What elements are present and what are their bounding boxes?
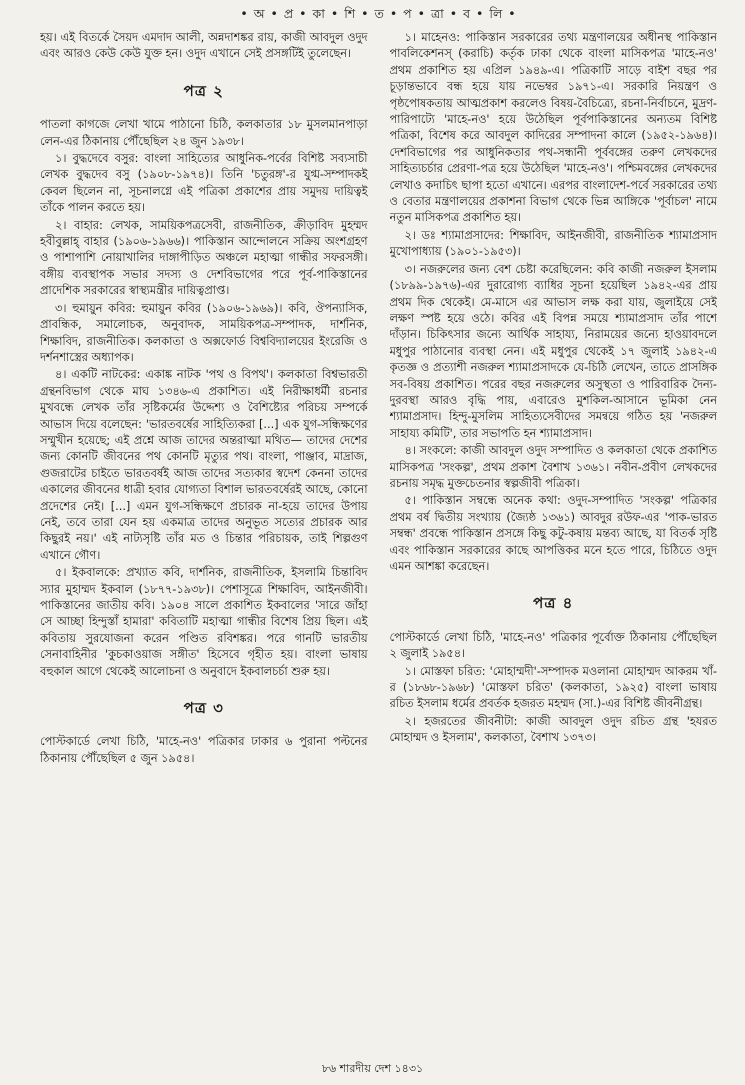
note-4: ৪। সংকলে: কাজী আবদুল ওদুদ সম্পাদিত ও কলকাতা থেকে প্রকাশিত মাসিকপত্র 'সংকল্প', প্রথম প্রকাশ বৈশাখ ১৩৬১। নবীন-প্রবীণ লেখকদের রচনায় সমৃদ্ধ মুক্তচেতনার স্বল্পজীবী পত্রিকা।: [389, 444, 717, 490]
letter-intro: পোস্টকার্ডে লেখা চিঠি, 'মাহে-নও' পত্রিকার ঢাকার ৬ পুরানা পল্টনের ঠিকানায় পৌঁছেছিল ৫ জুন ১৯৫৪।: [40, 735, 368, 765]
section-heading-letter-4: পত্র ৪: [533, 594, 574, 613]
note-3: ৩। নজরুলের জন্য বেশ চেষ্টা করেছিলেন: কবি কাজী নজরুল ইসলাম (১৮৯৯-১৯৭৬)-এর দুরারোগ্য ব্যাধির সূচনা হয়েছিল ১৯৪২-এর প্রায় প্রথম দিক থেকেই। মে-মাসে এর আভাস লক্ষ করা যায়, জুলাইয়ে সেই লক্ষণ স্পষ্ট হয়ে ওঠে। কবির এই বিপন্ন সময়ে শ্যামাপ্রসাদ তাঁর পাশে দাঁড়ান। চিকিৎসার জন্যে আর্থিক সাহায্য, নিরাময়ের জন্যে হাওয়াবদলে মধুপুর পাঠানোর ব্যবস্থা নেন। এই মধুপুর থেকেই ১৭ জুলাই ১৯৪২-এ কৃতজ্ঞ ও প্রত্যাশী নজরুল শ্যামাপ্রসাদকে যে-চিঠি লেখেন, তাতে প্রাসঙ্গিক সব-বিষয় প্রকাশিত। পরের বছর নজরুলের অসুস্থতা ও পারিবারিক দৈন্য-দুরবস্থা আরও বৃদ্ধি পায়, এবারেও মুশকিল-আসানে ভূমিকা নেন শ্যামাপ্রসাদ। হিন্দু-মুসলিম সাহিত্যসেবীদের সমন্বয়ে গঠিত হয় 'নজরুল সাহায্য কমিটি', তার সভাপতি হন শ্যামাপ্রসাদ।: [389, 262, 717, 440]
note-5: ৫। পাকিস্তান সম্বন্ধে অনেক কথা: ওদুদ-সম্পাদিত 'সংকল্প' পত্রিকার প্রথম বর্ষ দ্বিতীয় সংখ্যায় (জ্যৈষ্ঠ ১৩৬১) আবদুর রউফ-এর 'পাক-ভারত সম্বন্ধ' প্রবন্ধে পাকিস্তান প্রসঙ্গে কিছু কটু-কষায় মন্তব্য আছে, যা বিতর্ক সৃষ্টি এবং পাকিস্তান সরকারের কাছে আপত্তিকর মনে হতে পারে, চিঠিতে ওদুদ এমন আশঙ্কা করেছেন।: [389, 494, 717, 573]
letter-intro: পাতলা কাগজে লেখা খামে পাঠানো চিঠি, কলকাতার ১৮ মুসলমানপাড়া লেন-এর ঠিকানায় পৌঁছেছিল ২৪ জুন ১৯৩৮।: [40, 118, 368, 148]
running-header: • অ • প্র • কা • শি • ত • প • ত্রা • ব • লি •: [240, 6, 517, 21]
note-2: ২। ডঃ শ্যামাপ্রসাদের: শিক্ষাবিদ, আইনজীবী, রাজনীতিক শ্যামাপ্রসাদ মুখোপাধ্যায় (১৯০১-১৯৫৩)।: [389, 228, 717, 259]
note-4: ৪। একটি নাটকের: একাঙ্ক নাটক 'পথ ও বিপথ'। কলকাতা বিশ্বভারতী গ্রন্থনবিভাগ থেকে মাঘ ১৩৪৬-এ প্রকাশিত। এই নিরীক্ষাধর্মী রচনার মুখবন্ধে লেখক তাঁর সৃষ্টিকর্মের উদ্দেশ্য ও বৈশিষ্ট্যের পরিচয় সম্পর্কে আভাস দিয়ে বলেছেন: 'ভারতবর্ষের সাহিত্যিকরা [...] এক যুগ-সন্ধিক্ষণের সম্মুখীন হয়েছে; এই প্রশ্নে আজ তাদের অন্তরাত্মা মথিত— তাদের দেশের জন্য কোনটি জীবনের পথ কোনটি মৃত্যুর পথ। বাংলা, পাঞ্জাব, মাদ্রাজ, গুজরাটের চাইতে ভারতবর্ষই আজ তাদের সত্যকার স্বদেশ কেননা তাদের একালের জীবনের ধাত্রী হবার যোগ্যতা বিশাল ভারতবর্ষেরই আছে, কোনো প্রদেশের নেই। [...] এমন যুগ-সন্ধিক্ষণে প্রচারক না-হয়ে তাদের উপায় নেই, তবে তারা যেন হয় একমাত্র তাদের অনুভূত সত্যের প্রচারক আর কিছুরই নয়।' এই নাট্যসৃষ্টি তাঁর মত ও চিন্তার পরিচায়ক, তাই শিল্পগুণ এখানে গৌণ।: [40, 368, 368, 562]
note-1: ১। বুদ্ধদেবে বসুর: বাংলা সাহিত্যের আধুনিক-পর্বের বিশিষ্ট সব্যসাচী লেখক বুদ্ধদেব বসু (১৯০৮-১৯৭৪)। তিনি 'চতুরঙ্গ'-র যুগ্ম-সম্পাদকই কেবল ছিলেন না, সূচনালগ্নে এই পত্রিকা প্রকাশের প্রায় সমুদয় দায়িত্বই তাঁকে পালন করতে হয়।: [40, 152, 368, 215]
left-column: [40, 30, 368, 1055]
letter-intro: পোস্টকার্ডে লেখা চিঠি, 'মাহে-নও' পত্রিকার পূর্বোক্ত ঠিকানায় পৌঁছেছিল ২ জুলাই ১৯৫৪।: [389, 630, 717, 661]
note-1: ১। মোস্তফা চরিত: 'মোহাম্মদী'-সম্পাদক মওলানা মোহাম্মদ আকরম খাঁ-র (১৮৬৮-১৯৬৮) 'মোস্তফা চরিত' (কলকাতা, ১৯২৫) বাংলা ভাষায় রচিত ইসলাম ধর্মের প্রবর্তক হজরত মহম্মদ (সা.)-এর বিশিষ্ট জীবনীগ্রন্থ।: [389, 664, 717, 711]
note-1: ১। মাহেনও: পাকিস্তান সরকারের তথ্য মন্ত্রণালয়ের অধীনস্থ পাকিস্তান পাবলিকেশনস্‌ (করাচি) কর্তৃক ঢাকা থেকে বাংলা মাসিকপত্র 'মাহে-নও' প্রথম প্রকাশিত হয় এপ্রিল ১৯৪৯-এ। পত্রিকাটি সাড়ে বাইশ বছর পর চূড়ান্তভাবে বন্ধ হয়ে যায় নভেম্বর ১৯৭১-এ। সরকারি নিয়ন্ত্রণ ও পৃষ্ঠপোষকতায় আত্মপ্রকাশ করলেও বিষয়-বৈচিত্র্যে, রচনা-নির্বাচনে, মুদ্রণ-পারিপাট্যে 'মাহে-নও' হয়ে উঠেছিল পূর্বপাকিস্তানের অন্যতম বিশিষ্ট পত্রিকা, বিশেষ করে আবদুল কাদিরের সম্পাদনা কালে (১৯৫২-১৯৬৪)। দেশবিভাগের পর আধুনিকতার পথ-সন্ধানী পূর্ববঙ্গের তরুণ লেখকদের সাহিত্যচর্চার প্রেরণা-পত্র হয়ে উঠেছিল 'মাহে-নও'। পশ্চিমবঙ্গের লেখকদের লেখাও কদাচিৎ ছাপা হতো এখানে। এরপর বাংলাদেশ-পর্বে সরকারের তথ্য ও বেতার মন্ত্রণালয়ের প্রকাশনা বিভাগ থেকে ভিন্ন আঙ্গিকে 'পূর্বাচল' নামে নতুন মাসিকপত্র প্রকাশিত হয়।: [389, 31, 717, 225]
note-2: ২। হজরতের জীবনীটা: কাজী আবদুল ওদুদ রচিত গ্রন্থ 'হযরত মোহাম্মদ ও ইসলাম', কলকাতা, বৈশাখ ১৩৭৩।: [389, 714, 717, 745]
page-footer: ৮৬ শারদীয় দেশ ১৪৩১: [321, 1062, 424, 1075]
note-3: ৩। হুমায়ুন কবির: হুমায়ুন কবির (১৯০৬-১৯৬৯)। কবি, ঔপন্যাসিক, প্রাবন্ধিক, সমালোচক, অনুবাদক, সাময়িকপত্র-সম্পাদক, দার্শনিক, শিক্ষাবিদ, রাজনীতিক। কলকাতা ও অক্সফোর্ড বিশ্ববিদ্যালয়ের ইংরেজি ও দর্শনশাস্ত্রের অধ্যাপক।: [40, 301, 368, 364]
note-2: ২। বাহার: লেখক, সাময়িকপত্রসেবী, রাজনীতিক, ক্রীড়াবিদ মুহম্মদ হবীবুল্লাহ্‌ বাহার (১৯০৬-১৯৬৬)। পাকিস্তান আন্দোলনে সক্রিয় অংশগ্রহণ ও পাশাপাশি নোয়াখালির দাঙ্গাপীড়িত অঞ্চলে মহাত্মা গান্ধীর সফরসঙ্গী। বঙ্গীয় ব্যবস্থাপক সভার সদস্য ও দেশবিভাগের পরে পূর্ব-পাকিস্তানের প্রাদেশিক সরকারের স্বাস্থ্যমন্ত্রীর দায়িত্বপ্রাপ্ত।: [40, 218, 368, 298]
section-heading-letter-2: পত্র ২: [183, 81, 224, 100]
two-column-body: [40, 30, 717, 1055]
note-5: ৫। ইকবালকে: প্রখ্যাত কবি, দার্শনিক, রাজনীতিক, ইসলামি চিন্তাবিদ স্যার মুহাম্মদ ইকবাল (১৮৭৭-১৯৩৮)। পেশাসূত্রে শিক্ষাবিদ, আইনজীবী। পাকিস্তানের জাতীয় কবি। ১৯০৪ সালে প্রকাশিত ইকবালের 'সারে জাঁহা সে আচ্ছা হিন্দুস্তাঁ হামারা' কবিতাটি মহাত্মা গান্ধীর বিশেষ প্রিয় ছিল। এই কবিতায় সুরযোজনা করেন পণ্ডিত রবিশঙ্কর। পরে গানটি ভারতীয় সেনাবাহিনীর 'কুচকাওয়াজ সঙ্গীত' হিসেবে গৃহীত হয়। বাংলা ভাষায় বহুকাল আগে থেকেই আলোচনা ও অনুবাদে ইকবালচর্চা শুরু হয়।: [40, 566, 368, 678]
section-heading-letter-3: পত্র ৩: [183, 699, 224, 718]
paragraph: হয়। এই বিতর্কে সৈয়দ এমদাদ আলী, অন্নদাশঙ্কর রায়, কাজী আবদুল ওদুদ এবং আরও কেউ কেউ যুক্ত হন। ওদুদ এখানে সেই প্রসঙ্গটিই তুলেছেন।: [40, 31, 368, 61]
right-column: [390, 30, 718, 1055]
